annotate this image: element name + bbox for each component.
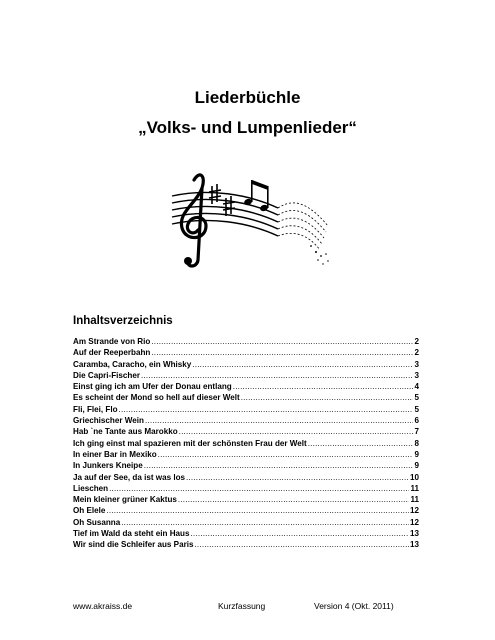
toc-entry[interactable]	[73, 404, 419, 415]
toc-dot-leader	[179, 426, 414, 437]
toc-entry-title: In einer Bar in Mexiko	[73, 449, 157, 459]
toc-entry-title: Die Capri-Fischer	[73, 370, 141, 380]
toc-entry-title: Griechischer Wein	[73, 416, 144, 426]
toc-entry-title: Tief im Wald da steht ein Haus	[73, 529, 190, 539]
title-line-2: „Volks- und Lumpenlieder“	[138, 118, 357, 137]
toc-entry[interactable]	[73, 505, 419, 516]
toc-dot-leader	[121, 517, 409, 528]
toc-dot-leader	[178, 494, 410, 505]
toc-dot-leader	[190, 528, 409, 539]
toc-entry-page: 5	[414, 393, 419, 403]
toc-entry[interactable]	[73, 494, 419, 505]
toc-entry[interactable]	[73, 336, 419, 347]
toc-entry-page: 9	[414, 449, 419, 459]
toc-dot-leader	[145, 415, 414, 426]
toc-entry-page: 9	[414, 461, 419, 471]
toc-dot-leader	[106, 505, 409, 516]
toc-entry[interactable]	[73, 483, 419, 494]
toc-entry-title: Hab `ne Tante aus Marokko	[73, 427, 178, 437]
toc-entry[interactable]	[73, 359, 419, 370]
toc-dot-leader	[119, 404, 414, 415]
toc-dot-leader	[151, 347, 413, 358]
toc-entry-page: 2	[414, 348, 419, 358]
toc-entry[interactable]	[73, 517, 419, 528]
toc-entry-title: Oh Susanna	[73, 517, 121, 527]
toc-entry[interactable]	[73, 426, 419, 437]
treble-clef-staff-icon	[168, 168, 333, 270]
toc-entry-title: Mein kleiner grüner Kaktus	[73, 495, 177, 505]
toc-entry-title: Wir sind die Schleifer aus Paris	[73, 540, 194, 550]
toc-entry-page: 13	[409, 529, 419, 539]
toc-entry-title: In Junkers Kneipe	[73, 461, 143, 471]
toc-entry-title: Ja auf der See, da ist was los	[73, 472, 186, 482]
footer-version: Version 4 (Okt. 2011)	[314, 601, 394, 611]
toc-dot-leader	[109, 483, 409, 494]
toc-dot-leader	[141, 370, 413, 381]
toc-entry-page: 5	[414, 404, 419, 414]
toc-entry-title: Auf der Reeperbahn	[73, 348, 151, 358]
toc-dot-leader	[241, 392, 414, 403]
toc-entry-page: 12	[409, 517, 419, 527]
toc-entry[interactable]	[73, 392, 419, 403]
toc-entry[interactable]	[73, 528, 419, 539]
toc-entry-page: 2	[414, 337, 419, 346]
toc-entry-page: 8	[414, 438, 419, 448]
toc-entry-title: Es scheint der Mond so hell auf dieser Welt	[73, 393, 240, 403]
toc-entry-page: 3	[414, 359, 419, 369]
toc-entry-page: 11	[410, 483, 419, 493]
toc-dot-leader	[233, 381, 414, 392]
toc-entry[interactable]	[73, 539, 419, 550]
title-line-1: Liederbüchle	[194, 88, 301, 107]
toc-entry[interactable]	[73, 472, 419, 483]
toc-dot-leader	[194, 539, 409, 550]
toc-entry-page: 6	[414, 416, 419, 426]
toc-entry-title: Fli, Flei, Flo	[73, 404, 118, 414]
toc-entry[interactable]	[73, 381, 419, 392]
footer-edition: Kurzfassung	[218, 601, 266, 611]
toc-heading: Inhaltsverzeichnis	[73, 315, 173, 327]
toc-entry-title: Caramba, Caracho, ein Whisky	[73, 359, 192, 369]
toc-dot-leader	[192, 359, 413, 370]
toc-dot-leader	[144, 460, 414, 471]
toc-entry-title: Ich ging einst mal spazieren mit der schönsten Frau der Welt	[73, 438, 307, 448]
toc-entry[interactable]	[73, 438, 419, 449]
toc-entry-title: Am Strande von Rio	[73, 337, 151, 346]
toc-entry-page: 12	[409, 506, 419, 516]
toc-entry-title: Lieschen	[73, 483, 109, 493]
table-of-contents	[73, 336, 419, 551]
toc-dot-leader	[308, 438, 414, 449]
toc-dot-leader	[151, 336, 413, 347]
toc-entry-page: 7	[414, 427, 419, 437]
toc-entry[interactable]	[73, 460, 419, 471]
toc-entry-page: 4	[414, 382, 419, 392]
toc-entry-title: Oh Elele	[73, 506, 106, 516]
toc-entry[interactable]	[73, 370, 419, 381]
toc-entry-page: 11	[410, 495, 419, 505]
toc-entry-page: 13	[409, 540, 419, 550]
toc-entry[interactable]	[73, 415, 419, 426]
toc-entry[interactable]	[73, 449, 419, 460]
toc-entry-page: 10	[409, 472, 419, 482]
toc-entry[interactable]	[73, 347, 419, 358]
footer-website: www.akraiss.de	[73, 601, 133, 611]
toc-dot-leader	[158, 449, 414, 460]
toc-dot-leader	[186, 472, 409, 483]
toc-entry-title: Einst ging ich am Ufer der Donau entlang	[73, 382, 232, 392]
toc-entry-page: 3	[414, 370, 419, 380]
